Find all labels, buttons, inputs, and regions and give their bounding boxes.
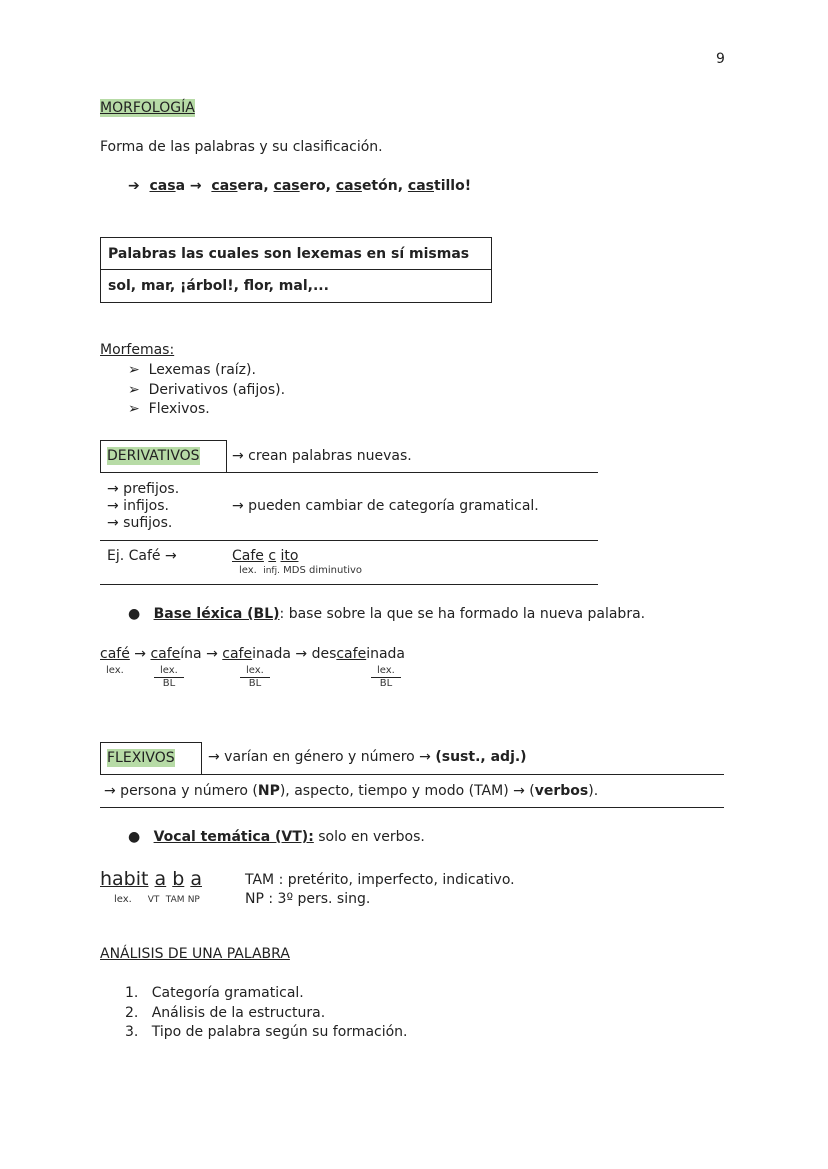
example-notes: lex. infj. MDS diminutivo: [239, 565, 363, 576]
example-word: Cafe c ito: [232, 548, 299, 564]
derivativos-desc: → crean palabras nuevas.: [232, 448, 412, 464]
morfemas-heading: Morfemas:: [100, 342, 175, 358]
page-number: 9: [716, 51, 725, 67]
lex-note: lex.: [106, 665, 124, 676]
divider: [100, 472, 598, 473]
type-prefijos: → prefijos.: [107, 481, 180, 497]
list-item: ➢ Flexivos.: [128, 401, 210, 417]
lex-bl-note: lex. BL: [371, 665, 401, 690]
tam-note: TAM : pretérito, imperfecto, indicativo.: [245, 872, 515, 888]
divider: [100, 584, 598, 585]
lexeme-table-header: Palabras las cuales son lexemas en sí mismas: [108, 246, 470, 262]
vocal-tematica-item: ● Vocal temática (VT): solo en verbos.: [128, 829, 425, 845]
base-lexica-item: ● Base léxica (BL): base sobre la que se ha formado la nueva palabra.: [128, 606, 646, 622]
intro-text: Forma de las palabras y su clasificación.: [100, 139, 383, 155]
list-item: 3. Tipo de palabra según su formación.: [125, 1024, 408, 1040]
list-item: ➢ Lexemas (raíz).: [128, 362, 256, 378]
np-note: NP : 3º pers. sing.: [245, 891, 371, 907]
habitaba-notes: lex. VT TAM NP: [114, 894, 200, 905]
flexivos-label: FLEXIVOS: [107, 750, 175, 766]
lex-bl-note: lex. BL: [154, 665, 184, 690]
divider: [100, 540, 598, 541]
divider: [100, 774, 724, 775]
lexeme-table-row: sol, mar, ¡árbol!, flor, mal,...: [108, 278, 329, 294]
type-sufijos: → sufijos.: [107, 515, 173, 531]
types-desc: → pueden cambiar de categoría gramatical.: [232, 498, 539, 514]
divider: [100, 807, 724, 808]
section-title: MORFOLOGÍA: [100, 100, 195, 116]
table-divider: [100, 269, 492, 270]
list-item: 2. Análisis de la estructura.: [125, 1005, 326, 1021]
flexivos-desc: → varían en género y número → (sust., adj.): [208, 749, 527, 765]
cafe-chain: café → cafeína → cafeinada → descafeinada: [100, 646, 405, 662]
lex-bl-note: lex. BL: [240, 665, 270, 690]
bullet-arrow-icon: ➢: [128, 382, 140, 398]
example-line: ➔ casa → casera, casero, casetón, castillo!: [128, 178, 472, 194]
habitaba-word: habit a b a: [100, 868, 202, 890]
bullet-arrow-icon: ➢: [128, 362, 140, 378]
list-item: 1. Categoría gramatical.: [125, 985, 304, 1001]
list-item: ➢ Derivativos (afijos).: [128, 382, 286, 398]
example-label: Ej. Café →: [107, 548, 177, 564]
flexivos-row: → persona y número (NP), aspecto, tiempo y modo (TAM) → (verbos).: [104, 783, 599, 799]
arrow-icon: ➔: [128, 178, 140, 194]
derivativos-label: DERIVATIVOS: [107, 448, 200, 464]
bullet-arrow-icon: ➢: [128, 401, 140, 417]
type-infijos: → infijos.: [107, 498, 169, 514]
analisis-heading: ANÁLISIS DE UNA PALABRA: [100, 946, 290, 962]
